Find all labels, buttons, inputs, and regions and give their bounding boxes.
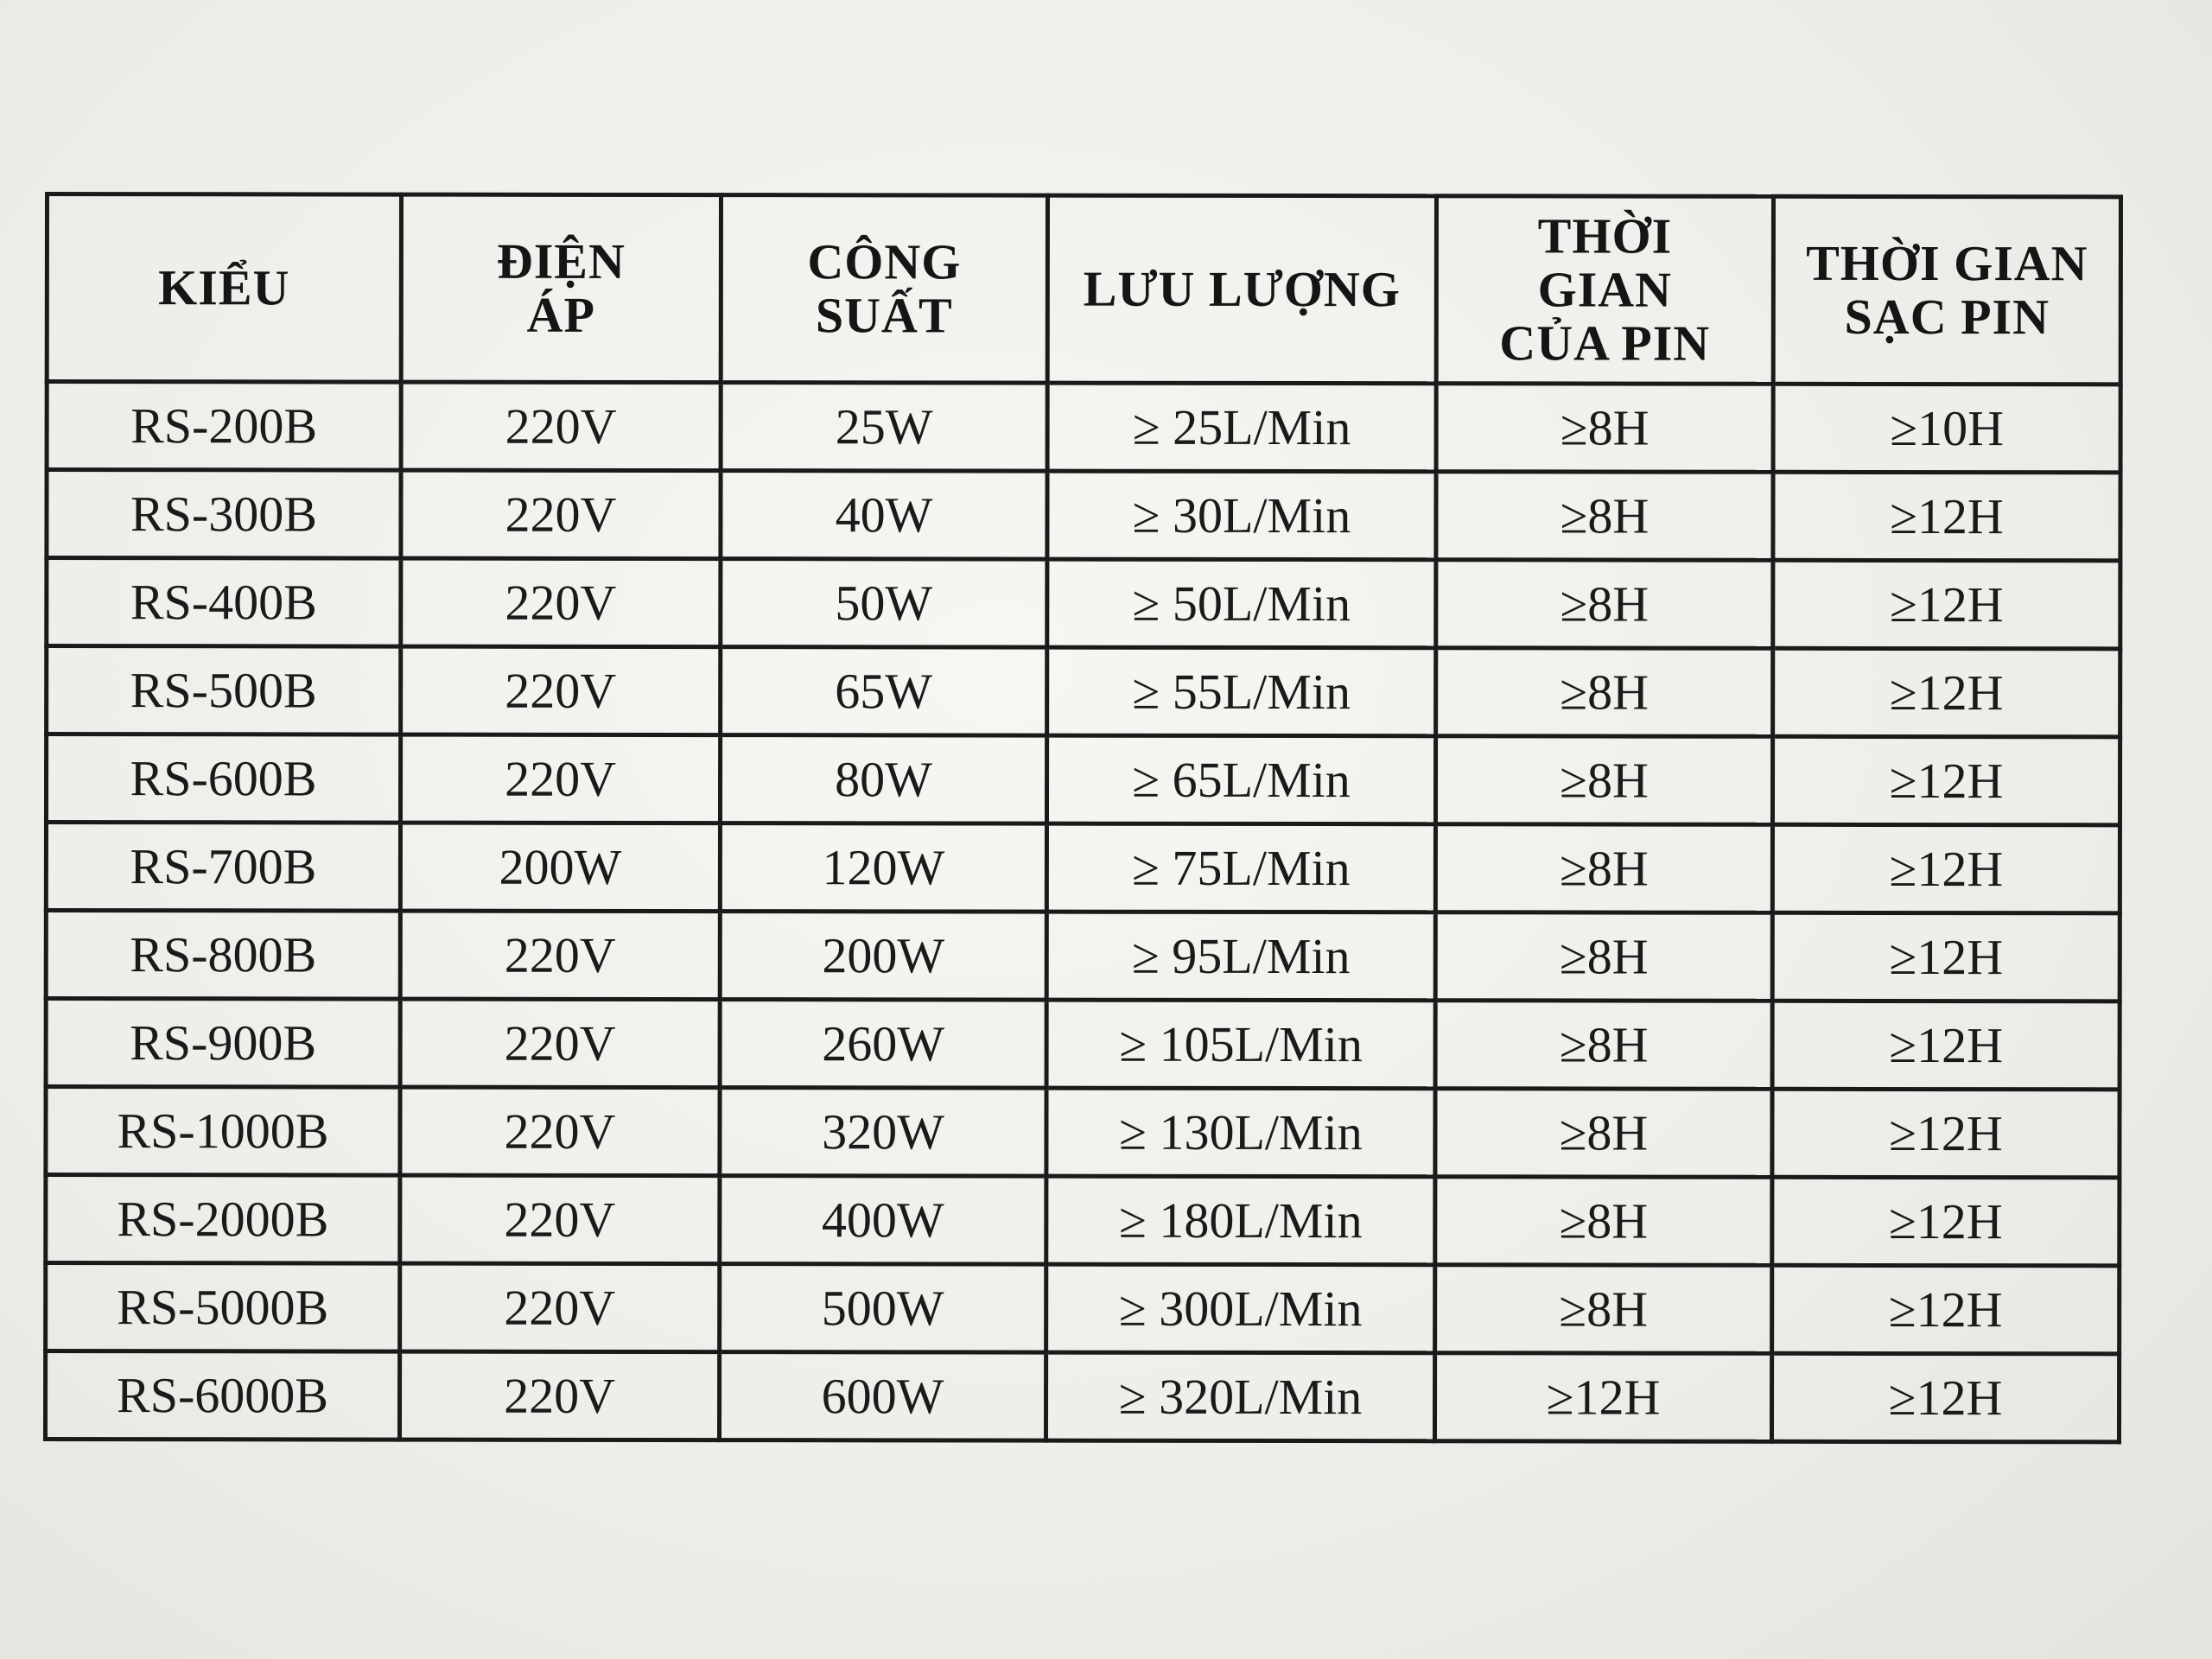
voltage-cell: 220V xyxy=(401,470,721,559)
header-line: SẠC PIN xyxy=(1844,288,2050,346)
voltage-cell: 220V xyxy=(401,558,721,647)
model-cell: RS-200B xyxy=(47,382,401,471)
charge-time-cell: ≥12H xyxy=(1772,912,2120,1001)
flow-rate-cell: ≥ 75L/Min xyxy=(1046,823,1435,912)
voltage-cell: 220V xyxy=(400,734,720,823)
voltage-cell: 220V xyxy=(400,1175,720,1264)
header-thoi-gian-sac xyxy=(1773,196,2120,385)
model-cell: RS-700B xyxy=(46,823,400,912)
model-cell: RS-1000B xyxy=(46,1087,400,1176)
voltage-cell: 220V xyxy=(401,646,721,735)
flow-rate-cell: ≥ 65L/Min xyxy=(1046,735,1435,824)
header-line: KIỂU xyxy=(158,259,290,316)
battery-time-cell: ≥8H xyxy=(1435,736,1772,825)
charge-time-cell: ≥12H xyxy=(1773,560,2120,649)
table-row xyxy=(46,823,2120,913)
charge-time-cell: ≥12H xyxy=(1772,1265,2120,1354)
voltage-cell: 220V xyxy=(400,911,720,1000)
spec-sheet xyxy=(43,192,2119,1444)
flow-rate-cell: ≥ 300L/Min xyxy=(1046,1264,1435,1353)
power-cell: 40W xyxy=(721,471,1047,560)
power-cell: 120W xyxy=(720,823,1046,912)
charge-time-cell: ≥12H xyxy=(1772,1001,2120,1090)
voltage-cell: 220V xyxy=(401,382,721,471)
battery-time-cell: ≥8H xyxy=(1436,560,1773,649)
flow-rate-cell: ≥ 130L/Min xyxy=(1046,1088,1435,1177)
power-cell: 320W xyxy=(720,1088,1046,1177)
battery-time-cell: ≥8H xyxy=(1435,1265,1772,1354)
header-line: ÁP xyxy=(526,286,596,343)
power-cell: 65W xyxy=(721,647,1047,736)
table-header xyxy=(47,194,2120,385)
power-cell: 600W xyxy=(719,1352,1046,1441)
table-row xyxy=(46,1175,2120,1266)
table-row xyxy=(46,911,2120,1001)
table-body xyxy=(45,382,2120,1442)
header-line: LƯU LƯỢNG xyxy=(1083,260,1401,318)
header-line: THỜI GIAN xyxy=(1806,234,2088,292)
flow-rate-cell: ≥ 25L/Min xyxy=(1047,383,1436,472)
header-line: SUẤT xyxy=(815,287,953,344)
header-kieu xyxy=(47,194,401,383)
header-line: THỜI xyxy=(1537,207,1673,264)
voltage-cell: 220V xyxy=(400,1263,720,1352)
spec-table xyxy=(43,192,2123,1444)
flow-rate-cell: ≥ 180L/Min xyxy=(1046,1176,1435,1265)
model-cell: RS-400B xyxy=(47,558,401,647)
charge-time-cell: ≥10H xyxy=(1773,384,2120,473)
model-cell: RS-800B xyxy=(46,911,400,1000)
flow-rate-cell: ≥ 105L/Min xyxy=(1046,1000,1435,1089)
battery-time-cell: ≥8H xyxy=(1435,824,1772,913)
table-row xyxy=(47,558,2120,649)
charge-time-cell: ≥12H xyxy=(1772,1089,2120,1178)
battery-time-cell: ≥8H xyxy=(1436,648,1773,737)
power-cell: 200W xyxy=(720,912,1046,1001)
model-cell: RS-900B xyxy=(46,999,400,1088)
power-cell: 50W xyxy=(721,559,1047,648)
model-cell: RS-500B xyxy=(47,646,401,735)
header-cong-suat xyxy=(721,195,1047,384)
flow-rate-cell: ≥ 50L/Min xyxy=(1047,559,1436,648)
table-row xyxy=(45,1351,2119,1442)
model-cell: RS-2000B xyxy=(46,1175,400,1264)
charge-time-cell: ≥12H xyxy=(1773,472,2120,561)
flow-rate-cell: ≥ 320L/Min xyxy=(1046,1352,1434,1441)
battery-time-cell: ≥8H xyxy=(1435,912,1772,1001)
header-luu-luong xyxy=(1047,195,1436,384)
header-line: GIAN xyxy=(1537,261,1673,318)
header-dien-ap xyxy=(401,194,721,383)
battery-time-cell: ≥8H xyxy=(1435,1089,1772,1178)
header-row xyxy=(47,194,2120,385)
table-row xyxy=(46,999,2120,1090)
voltage-cell: 200W xyxy=(400,823,720,912)
battery-time-cell: ≥8H xyxy=(1435,1177,1772,1266)
table-row xyxy=(47,382,2120,473)
power-cell: 25W xyxy=(721,383,1047,472)
flow-rate-cell: ≥ 30L/Min xyxy=(1047,471,1436,560)
model-cell: RS-300B xyxy=(47,470,401,559)
header-line: CÔNG xyxy=(807,233,962,290)
battery-time-cell: ≥12H xyxy=(1434,1353,1771,1442)
table-row xyxy=(46,1087,2120,1178)
table-row xyxy=(46,1263,2120,1354)
model-cell: RS-5000B xyxy=(46,1263,400,1352)
charge-time-cell: ≥12H xyxy=(1773,648,2120,737)
battery-time-cell: ≥8H xyxy=(1436,472,1773,561)
power-cell: 80W xyxy=(720,735,1046,824)
header-line: ĐIỆN xyxy=(496,232,626,289)
battery-time-cell: ≥8H xyxy=(1436,384,1773,473)
voltage-cell: 220V xyxy=(400,1087,720,1176)
flow-rate-cell: ≥ 95L/Min xyxy=(1046,912,1435,1001)
header-line: CỦA PIN xyxy=(1499,315,1711,372)
power-cell: 260W xyxy=(720,1000,1046,1089)
battery-time-cell: ≥8H xyxy=(1435,1001,1772,1090)
charge-time-cell: ≥12H xyxy=(1772,824,2120,913)
voltage-cell: 220V xyxy=(400,999,720,1088)
charge-time-cell: ≥12H xyxy=(1771,1353,2119,1442)
model-cell: RS-6000B xyxy=(45,1351,399,1440)
model-cell: RS-600B xyxy=(46,734,400,823)
table-row xyxy=(47,470,2120,561)
charge-time-cell: ≥12H xyxy=(1772,1177,2120,1266)
power-cell: 500W xyxy=(720,1264,1046,1353)
flow-rate-cell: ≥ 55L/Min xyxy=(1047,647,1436,736)
charge-time-cell: ≥12H xyxy=(1772,736,2120,825)
table-row xyxy=(46,734,2120,825)
power-cell: 400W xyxy=(720,1176,1046,1265)
header-thoi-gian-pin xyxy=(1436,196,1773,385)
table-row xyxy=(47,646,2120,737)
voltage-cell: 220V xyxy=(399,1351,719,1440)
